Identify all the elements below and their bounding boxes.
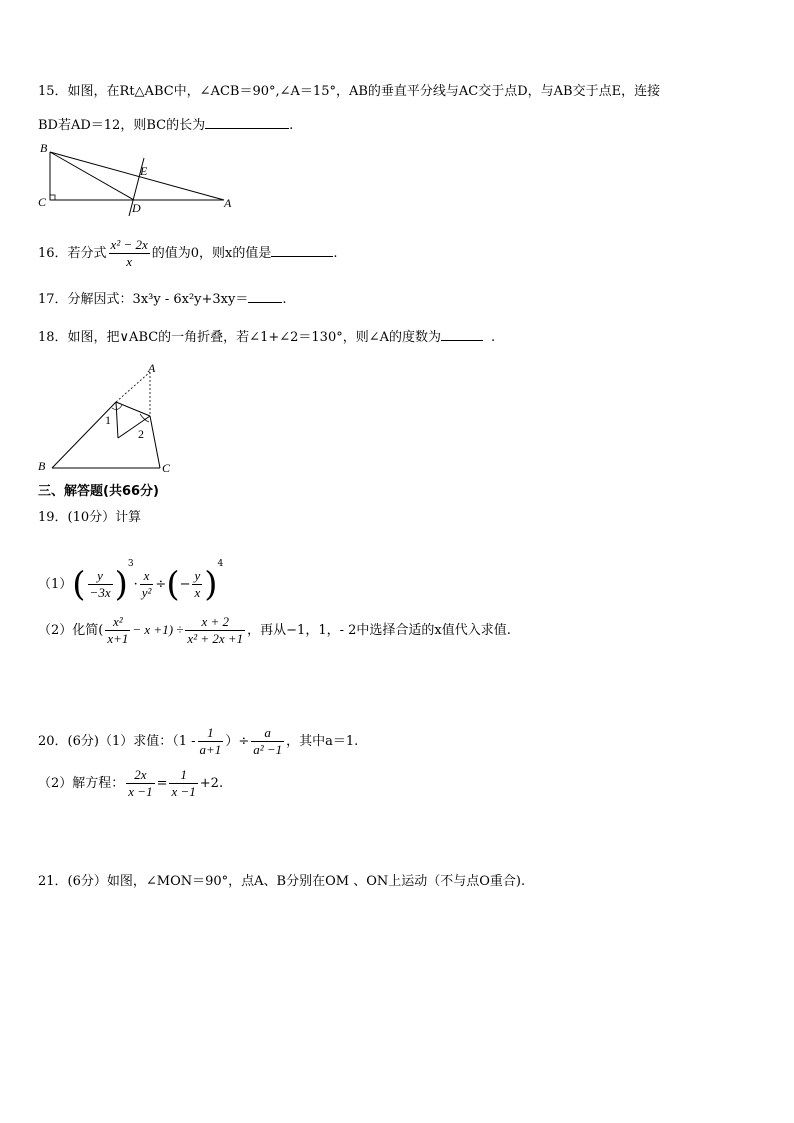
answer-blank	[271, 242, 333, 257]
label-E: E	[140, 164, 148, 178]
q18-line: 18．如图，把∨ABC的一角折叠，若∠1+∠2＝130°，则∠A的度数为 .	[38, 326, 495, 348]
q19-part1: （1）( $\frac{y}{-3x}$ )$^3$· $\frac{x}{\text{y²}}$ ÷(− $\frac{y}{x}$ )$^4$	[38, 559, 224, 605]
label-A: A	[224, 196, 232, 210]
label-B: B	[38, 459, 46, 473]
answer-blank	[205, 114, 289, 129]
label-B: B	[40, 141, 48, 155]
q20-part2: （2）解方程： $\frac{2x}{x -1}$ = $\frac{1}{x -1}$ +2.	[38, 767, 224, 799]
section-heading: 三、解答题(共66分)	[38, 484, 159, 499]
q21-line: 21．(6分）如图，∠MON＝90°，点A、B分别在OM 、ON上运动（不与点O重合).	[38, 874, 526, 889]
q15-line1: 15．如图，在Rt△ABC中，∠ACB＝90°,∠A＝15°，AB的垂直平分线与AC交于点D，与AB交于点E，连接	[38, 84, 661, 99]
q15-figure	[34, 140, 244, 218]
q16-fraction: $\frac{\text{x² − 2x}}{x}$	[110, 237, 148, 269]
answer-blank	[441, 326, 483, 341]
label-A: A	[148, 362, 156, 375]
label-D: D	[132, 201, 141, 215]
q16-line: 16．若分式 $\frac{\text{x² − 2x}}{x}$ 的值为0，则x的值是 .	[38, 237, 338, 269]
label-C: C	[38, 195, 47, 209]
q18-figure	[34, 362, 184, 478]
label-C: C	[162, 461, 171, 475]
q19-title: 19．(10分）计算	[38, 510, 142, 525]
q19-part2: （2）化简( $\frac{\text{x²}}{x+1}$ − x +1) ÷ $\frac{x + 2}{\text{x² + 2x +1}}$ ，再从−1，1，- 2中选择合适的x值代入求值.	[38, 614, 511, 646]
answer-blank	[248, 288, 282, 303]
label-1: 1	[105, 413, 111, 427]
q20-part1: 20．(6分)（1）求值：（1 - $\frac{1}{a+1}$ ）÷ $\frac{a}{\text{a² −1}}$ ，其中a＝1.	[38, 725, 359, 757]
q17-line: 17．分解因式：3x³y - 6x²y+3xy＝ .	[38, 288, 287, 310]
q15-line2: BD若AD＝12，则BC的长为 .	[38, 114, 293, 136]
label-2: 2	[138, 427, 144, 441]
